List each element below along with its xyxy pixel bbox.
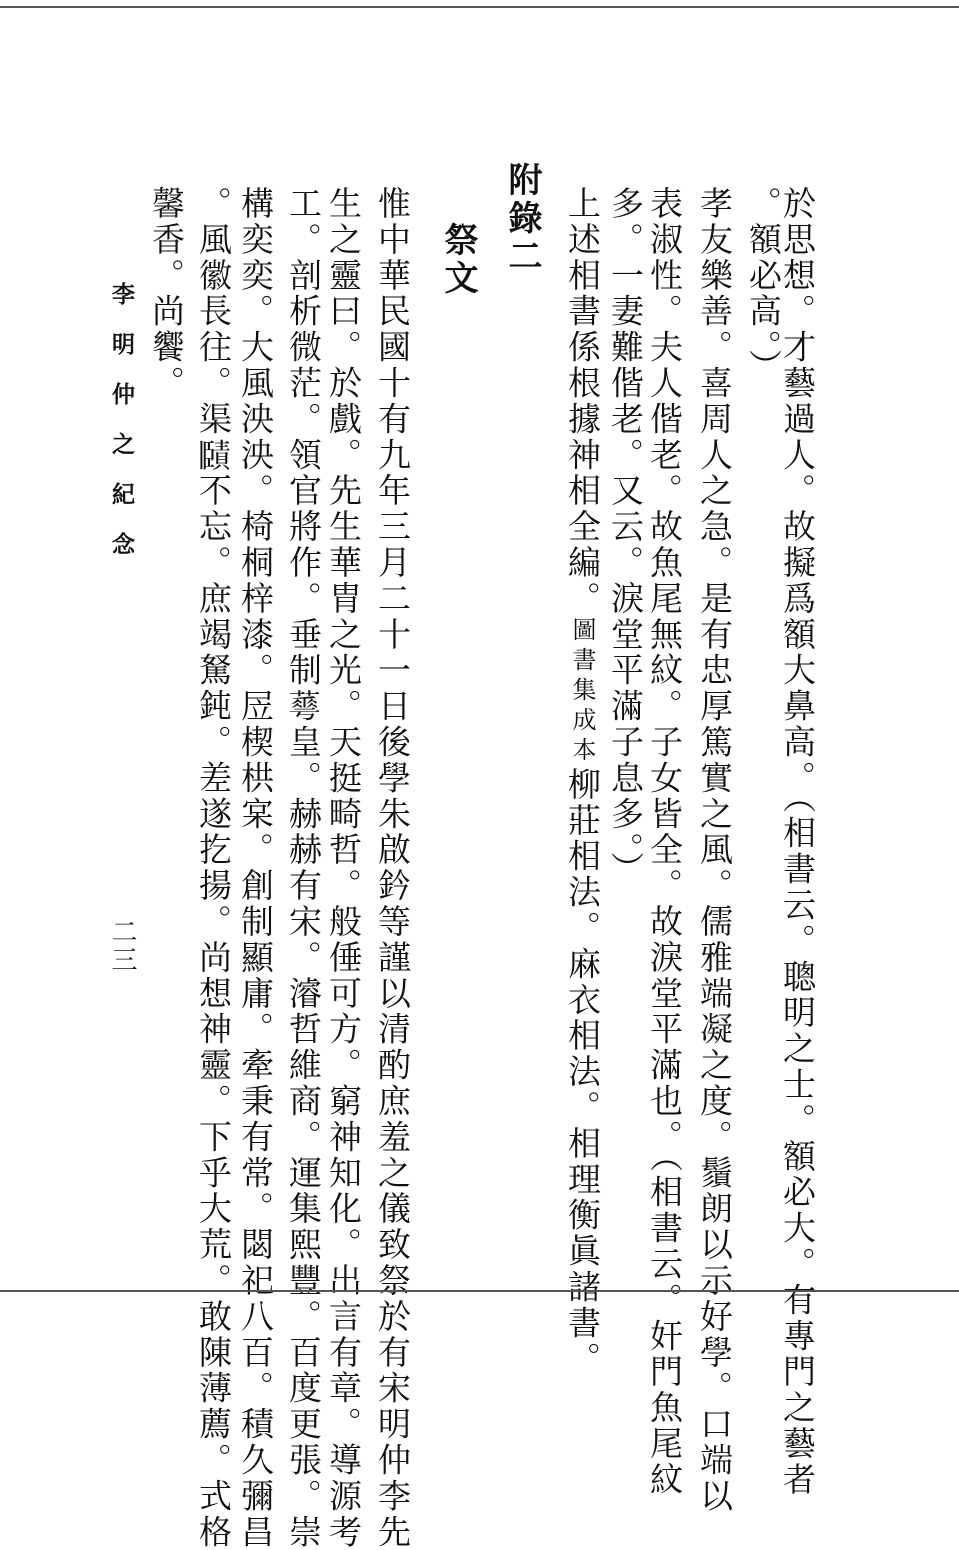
- top-border: [0, 6, 959, 8]
- page-number: 二三: [107, 918, 137, 974]
- text-line-5: 多。一妻難偕老。又云。淚堂平滿子息多。）: [606, 186, 645, 888]
- eulogy-line-2: 生之靈曰。於戲。先生華胄之光。天挺畸哲。般倕可方。窮神知化。出言有章。導源考: [324, 186, 363, 1550]
- running-title: 李明仲之紀念: [108, 282, 135, 582]
- text-line-1: 於思想。才藝過人。故擬爲額大鼻高。（相書云。聰明之士。額必大。有專門之藝者: [778, 186, 817, 1498]
- text-line-2: 。額必高。）: [744, 186, 783, 385]
- eulogy-line-4: 構奕奕。大風泱泱。椅桐梓漆。㞐楔栱宲。創制顯庸。牽秉有常。閟祀八百。積久彌昌: [236, 186, 275, 1550]
- appendix-title: 附錄二: [502, 162, 542, 276]
- eulogy-line-5: 。風徽長往。渠𧷤不忘。庶竭駑鈍。差遂扢揚。尚想神靈。下乎大荒。敢陳薄薦。式格: [194, 186, 233, 1550]
- text-line-4: 表淑性。夫人偕老。故魚尾無紋。子女皆全。故淚堂平滿也。（相書云。奸門魚尾紋: [645, 186, 684, 1498]
- text-line-6: 上述相書係根據神相全編。: [563, 186, 602, 617]
- source-note: 圖書集成本: [568, 616, 596, 767]
- eulogy-line-1: 惟中華民國十有九年三月二十一日後學朱啟鈐等謹以清酌庶羞之儀致祭於有宋明仲李先: [373, 186, 412, 1550]
- bottom-border: [0, 1290, 959, 1292]
- text-line-7: 柳莊相法。麻衣相法。相理衡眞諸書。: [563, 766, 602, 1378]
- text-line-3: 孝友樂善。喜周人之急。是有忠厚篤實之風。儒雅端凝之度。鬚朗以示好學。口端以: [695, 186, 734, 1515]
- source-line: [563, 186, 602, 1378]
- section-title: 祭文: [438, 222, 478, 298]
- eulogy-line-6: 馨香。尚饗。: [147, 186, 186, 402]
- eulogy-line-3: 工。剖析微茫。領官將作。垂制𦾓皇。赫赫有宋。濬哲維商。運集熙豐。百度更張。崇: [284, 186, 323, 1550]
